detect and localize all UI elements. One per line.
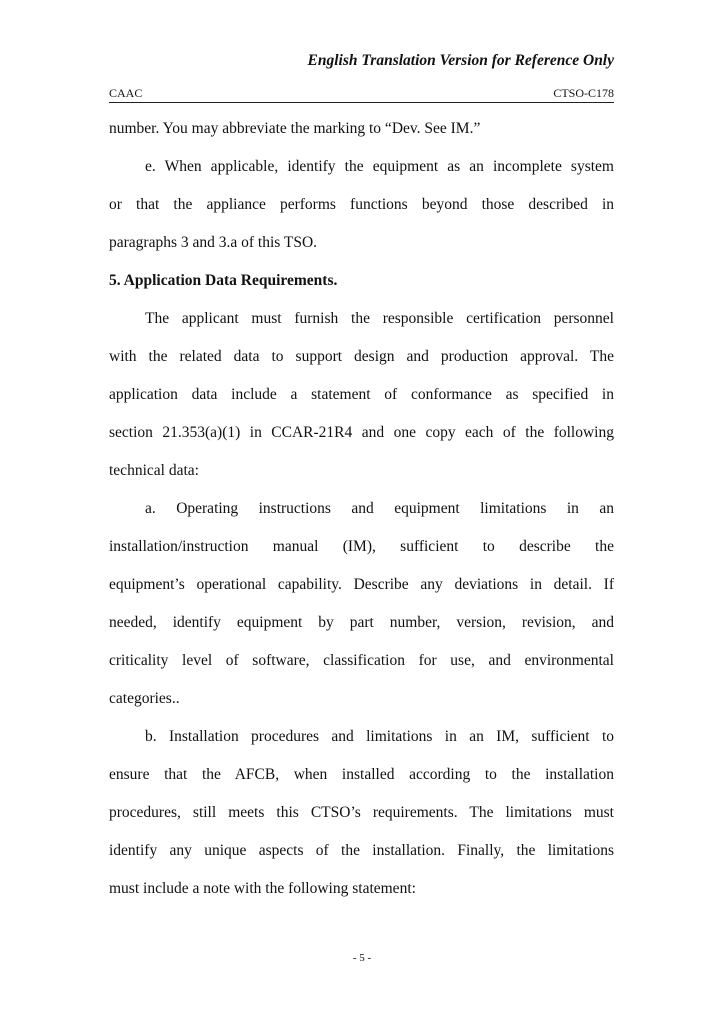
text-line: with the related data to support design and production approval. The bbox=[109, 348, 614, 365]
text-line: installation/instruction manual (IM), sufficient to describe the bbox=[109, 538, 614, 555]
text-line: technical data: bbox=[109, 462, 199, 479]
section-heading: 5. Application Data Requirements. bbox=[109, 272, 338, 289]
text-line: number. You may abbreviate the marking to “Dev. See IM.” bbox=[109, 120, 481, 137]
text-line: ensure that the AFCB, when installed according to the installation bbox=[109, 766, 614, 783]
document-body bbox=[109, 110, 614, 908]
page-number: - 5 - bbox=[352, 952, 372, 964]
text-line: categories.. bbox=[109, 690, 180, 707]
text-line: section 21.353(a)(1) in CCAR-21R4 and one copy each of the following bbox=[109, 424, 614, 441]
text-line: identify any unique aspects of the installation. Finally, the limitations bbox=[109, 842, 614, 859]
header-right-label: CTSO-C178 bbox=[553, 86, 614, 100]
text-line: must include a note with the following statement: bbox=[109, 880, 416, 897]
text-line: equipment’s operational capability. Describe any deviations in detail. If bbox=[109, 576, 614, 593]
header-title: English Translation Version for Reference Only bbox=[307, 52, 614, 69]
text-line: needed, identify equipment by part number, version, revision, and bbox=[109, 614, 614, 631]
text-line: application data include a statement of conformance as specified in bbox=[109, 386, 614, 403]
header-left-label: CAAC bbox=[109, 86, 143, 100]
header-rule bbox=[109, 102, 614, 103]
text-line: paragraphs 3 and 3.a of this TSO. bbox=[109, 234, 318, 251]
text-line: The applicant must furnish the responsible certification personnel bbox=[145, 310, 614, 327]
text-line: a. Operating instructions and equipment limitations in an bbox=[145, 500, 614, 517]
text-line: e. When applicable, identify the equipment as an incomplete system bbox=[145, 158, 614, 175]
text-line: procedures, still meets this CTSO’s requirements. The limitations must bbox=[109, 804, 614, 821]
text-line: b. Installation procedures and limitations in an IM, sufficient to bbox=[145, 728, 614, 745]
text-line: or that the appliance performs functions beyond those described in bbox=[109, 196, 614, 213]
text-line: criticality level of software, classification for use, and environmental bbox=[109, 652, 614, 669]
